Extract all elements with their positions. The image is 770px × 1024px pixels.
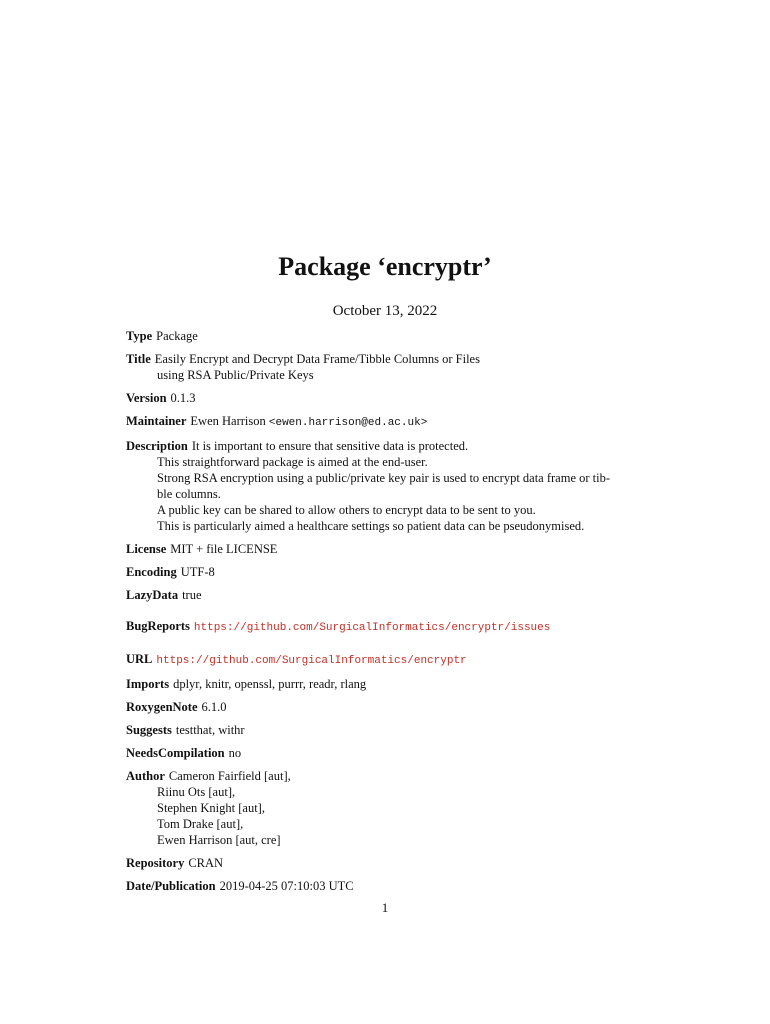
field-key: Repository (126, 856, 185, 870)
description-fields (126, 328, 646, 901)
field-key: Version (126, 391, 167, 405)
field-key: BugReports (126, 619, 190, 633)
field-url (126, 651, 646, 669)
description-line: Strong RSA encryption using a public/private key pair is used to encrypt data frame or tib- (157, 471, 611, 485)
field-value: 2019-04-25 07:10:03 UTC (219, 879, 354, 893)
field-key: RoxygenNote (126, 700, 198, 714)
field-key: Maintainer (126, 414, 187, 428)
field-author (126, 768, 646, 848)
field-value: Ewen Harrison (190, 414, 266, 428)
description-line: This straightforward package is aimed at the end-user. (157, 455, 428, 469)
field-description (126, 438, 646, 534)
spacer (126, 610, 646, 618)
maintainer-email: <ewen.harrison@ed.ac.uk> (268, 417, 428, 429)
field-type (126, 328, 646, 344)
field-key: NeedsCompilation (126, 746, 225, 760)
description-line: A public key can be shared to allow others to encrypt data to be sent to you. (157, 503, 536, 517)
field-key: Suggests (126, 723, 172, 737)
field-key: URL (126, 652, 153, 666)
description-line: This is particularly aimed a healthcare settings so patient data can be pseudonymised. (157, 519, 585, 533)
field-key: Title (126, 352, 151, 366)
field-value: no (228, 746, 242, 760)
field-value: dplyr, knitr, openssl, purrr, readr, rlang (173, 677, 367, 691)
field-value: It is important to ensure that sensitive data is protected. (191, 439, 469, 453)
url-link[interactable]: https://github.com/SurgicalInformatics/encryptr (156, 655, 467, 667)
author-line: Riinu Ots [aut], (157, 785, 236, 799)
field-encoding (126, 564, 646, 580)
field-value: MIT + file LICENSE (170, 542, 278, 556)
field-key: Type (126, 329, 153, 343)
field-license (126, 541, 646, 557)
field-date-publication (126, 878, 646, 894)
field-roxygennote (126, 699, 646, 715)
field-key: Date/Publication (126, 879, 216, 893)
field-value: 0.1.3 (170, 391, 196, 405)
field-repository (126, 855, 646, 871)
field-bugreports (126, 618, 646, 636)
author-line: Tom Drake [aut], (157, 817, 244, 831)
field-value: 6.1.0 (201, 700, 227, 714)
field-key: Imports (126, 677, 170, 691)
field-value-continued: using RSA Public/Private Keys (157, 368, 314, 382)
field-title (126, 351, 646, 383)
package-date: October 13, 2022 (332, 303, 438, 319)
field-needscompilation (126, 745, 646, 761)
field-value: Easily Encrypt and Decrypt Data Frame/Tibble Columns or Files (154, 352, 480, 366)
bugreports-link[interactable]: https://github.com/SurgicalInformatics/encryptr/issues (193, 622, 551, 634)
field-maintainer (126, 413, 646, 431)
spacer (126, 643, 646, 651)
field-value: Package (156, 329, 198, 343)
field-imports (126, 676, 646, 692)
field-value: Cameron Fairfield [aut], (168, 769, 291, 783)
author-line: Ewen Harrison [aut, cre] (157, 833, 281, 847)
field-key: License (126, 542, 167, 556)
field-suggests (126, 722, 646, 738)
field-key: LazyData (126, 588, 179, 602)
field-key: Author (126, 769, 165, 783)
field-key: Encoding (126, 565, 177, 579)
field-value: UTF-8 (180, 565, 215, 579)
field-value: testthat, withr (175, 723, 245, 737)
field-value: true (182, 588, 202, 602)
package-title: Package ‘encryptr’ (278, 252, 492, 281)
field-key: Description (126, 439, 188, 453)
description-line: ble columns. (157, 487, 221, 501)
author-line: Stephen Knight [aut], (157, 801, 265, 815)
field-lazydata (126, 587, 646, 603)
field-version (126, 390, 646, 406)
page-number: 1 (381, 900, 389, 915)
field-value: CRAN (188, 856, 224, 870)
